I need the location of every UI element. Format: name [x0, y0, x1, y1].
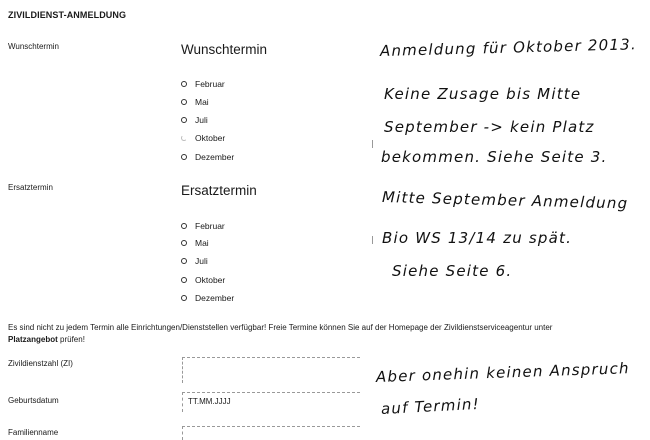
- scan-mark: [372, 236, 373, 244]
- availability-notice: Es sind nicht zu jedem Termin alle Einrichtungen/Dienststellen verfügbar! Freie Termine können Sie auf der Homepage der Zivildienstserviceagentur unter Platzangebot prüfen!: [8, 323, 553, 344]
- ersatztermin-option-februar[interactable]: Februar: [181, 221, 225, 231]
- wunschtermin-option-mai[interactable]: Mai: [181, 97, 209, 107]
- radio-icon[interactable]: [181, 277, 187, 283]
- familienname-label: Familienname: [8, 428, 59, 437]
- ersatztermin-option-oktober[interactable]: Oktober: [181, 275, 225, 285]
- radio-icon[interactable]: [181, 99, 187, 105]
- wunschtermin-option-oktober[interactable]: Oktober: [181, 133, 225, 143]
- radio-icon[interactable]: [181, 223, 187, 229]
- radio-icon[interactable]: [181, 258, 187, 264]
- radio-icon[interactable]: [181, 154, 187, 160]
- handwritten-note-line: September -> kein Platz: [384, 118, 595, 136]
- radio-icon[interactable]: [181, 135, 187, 141]
- zivildienstzahl-label: Zivildienstzahl (ZI): [8, 359, 73, 368]
- handwritten-note-line: Siehe Seite 6.: [392, 262, 513, 280]
- radio-icon[interactable]: [181, 81, 187, 87]
- ersatztermin-label: Ersatztermin: [8, 183, 53, 192]
- handwritten-note-line: auf Termin!: [380, 394, 481, 418]
- radio-icon[interactable]: [181, 117, 187, 123]
- geburtsdatum-input[interactable]: TT.MM.JJJJ: [182, 392, 360, 412]
- form-title: ZIVILDIENST-ANMELDUNG: [8, 10, 127, 20]
- radio-icon[interactable]: [181, 295, 187, 301]
- handwritten-note-line: Anmeldung für Oktober 2013.: [379, 35, 638, 60]
- wunschtermin-option-juli[interactable]: Juli: [181, 115, 208, 125]
- scan-mark: [372, 140, 373, 148]
- ersatztermin-option-juli[interactable]: Juli: [181, 256, 208, 266]
- ersatztermin-option-dezember[interactable]: Dezember: [181, 293, 234, 303]
- wunschtermin-heading: Wunschtermin: [181, 42, 268, 57]
- handwritten-note-line: bekommen. Siehe Seite 3.: [381, 148, 608, 166]
- handwritten-note-line: Aber onehin keinen Anspruch: [375, 359, 631, 386]
- wunschtermin-option-dezember[interactable]: Dezember: [181, 152, 234, 162]
- platzangebot-link[interactable]: Platzangebot: [8, 335, 58, 344]
- handwritten-note-line: Mitte September Anmeldung: [381, 188, 629, 213]
- geburtsdatum-label: Geburtsdatum: [8, 396, 59, 405]
- radio-icon[interactable]: [181, 240, 187, 246]
- familienname-input[interactable]: [182, 426, 360, 440]
- zivildienstzahl-input[interactable]: [182, 357, 360, 383]
- ersatztermin-option-mai[interactable]: Mai: [181, 238, 209, 248]
- ersatztermin-heading: Ersatztermin: [181, 183, 257, 198]
- handwritten-note-line: Bio WS 13/14 zu spät.: [382, 229, 573, 247]
- wunschtermin-option-februar[interactable]: Februar: [181, 79, 225, 89]
- wunschtermin-label: Wunschtermin: [8, 42, 59, 51]
- handwritten-note-line: Keine Zusage bis Mitte: [384, 85, 582, 103]
